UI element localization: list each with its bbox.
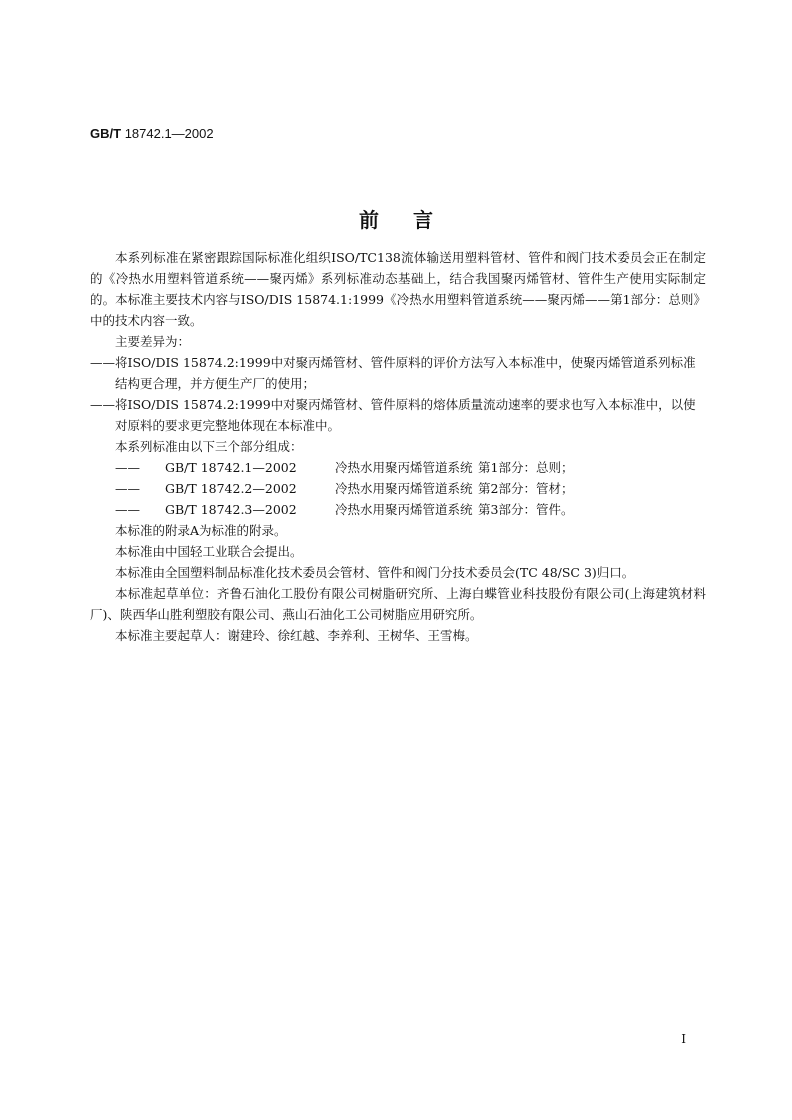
page-title: 前言 xyxy=(359,208,467,232)
standard-code-number: 18742.1—2002 xyxy=(124,126,214,141)
part-entry xyxy=(90,478,706,499)
part-label: 第1部分：总则； xyxy=(478,460,574,475)
drafters-paragraph: 本标准主要起草人：谢建玲、徐红越、李养利、王树华、王雪梅。 xyxy=(115,628,478,643)
proposed-paragraph: 本标准由中国轻工业联合会提出。 xyxy=(115,544,303,559)
annex-paragraph: 本标准的附录A为标准的附录。 xyxy=(115,523,287,538)
dash-mark: —— xyxy=(115,481,140,496)
part-code: GB/T 18742.2—2002 xyxy=(165,481,297,496)
part-name: 冷热水用聚丙烯管道系统 xyxy=(335,481,473,496)
standard-code-header xyxy=(90,126,214,141)
part-code: GB/T 18742.1—2002 xyxy=(165,460,297,475)
part-entry xyxy=(90,457,706,478)
intro-paragraph: 本系列标准在紧密跟踪国际标准化组织ISO/TC138流体输送用塑料管材、管件和阀门技术委员会正在制定的《冷热水用塑料管道系统——聚丙烯》系列标准动态基础上，结合我国聚丙烯管材、管件生产使用实际制定的。本标准主要技术内容与ISO/DIS 15874.1:1999《冷热水用塑料管道系统——聚丙烯——第1部分：总则》中的技术内容一致。 xyxy=(90,250,706,328)
foreword-body xyxy=(90,247,706,646)
standard-code-prefix: GB/T xyxy=(90,126,122,141)
page-number: I xyxy=(681,1032,686,1046)
dash-mark: —— xyxy=(115,502,140,517)
centralized-paragraph: 本标准由全国塑料制品标准化技术委员会管材、管件和阀门分技术委员会(TC 48/SC 3)归口。 xyxy=(115,565,635,580)
part-label: 第3部分：管件。 xyxy=(478,502,574,517)
part-name: 冷热水用聚丙烯管道系统 xyxy=(335,502,473,517)
part-name: 冷热水用聚丙烯管道系统 xyxy=(335,460,473,475)
difference-text: 将ISO/DIS 15874.2:1999中对聚丙烯管材、管件原料的熔体质量流动速率的要求也写入本标准中，以使对原料的要求更完整地体现在本标准中。 xyxy=(115,397,696,433)
part-code: GB/T 18742.3—2002 xyxy=(165,502,297,517)
parts-heading: 本系列标准由以下三个部分组成： xyxy=(115,439,303,454)
dash-mark: —— xyxy=(90,355,115,370)
drafting-units-paragraph: 本标准起草单位：齐鲁石油化工股份有限公司树脂研究所、上海白蝶管业科技股份有限公司(上海建筑材料厂)、陕西华山胜利塑胶有限公司、燕山石油化工公司树脂应用研究所。 xyxy=(90,586,706,622)
dash-mark: —— xyxy=(90,397,115,412)
dash-mark: —— xyxy=(115,460,140,475)
part-label: 第2部分：管材； xyxy=(478,481,574,496)
difference-text: 将ISO/DIS 15874.2:1999中对聚丙烯管材、管件原料的评价方法写入本标准中，使聚丙烯管道系列标准结构更合理，并方便生产厂的使用； xyxy=(115,355,696,391)
differences-heading: 主要差异为： xyxy=(115,334,191,349)
difference-item xyxy=(90,352,706,394)
parts-list xyxy=(90,457,706,520)
difference-item xyxy=(90,394,706,436)
part-entry xyxy=(90,499,706,520)
